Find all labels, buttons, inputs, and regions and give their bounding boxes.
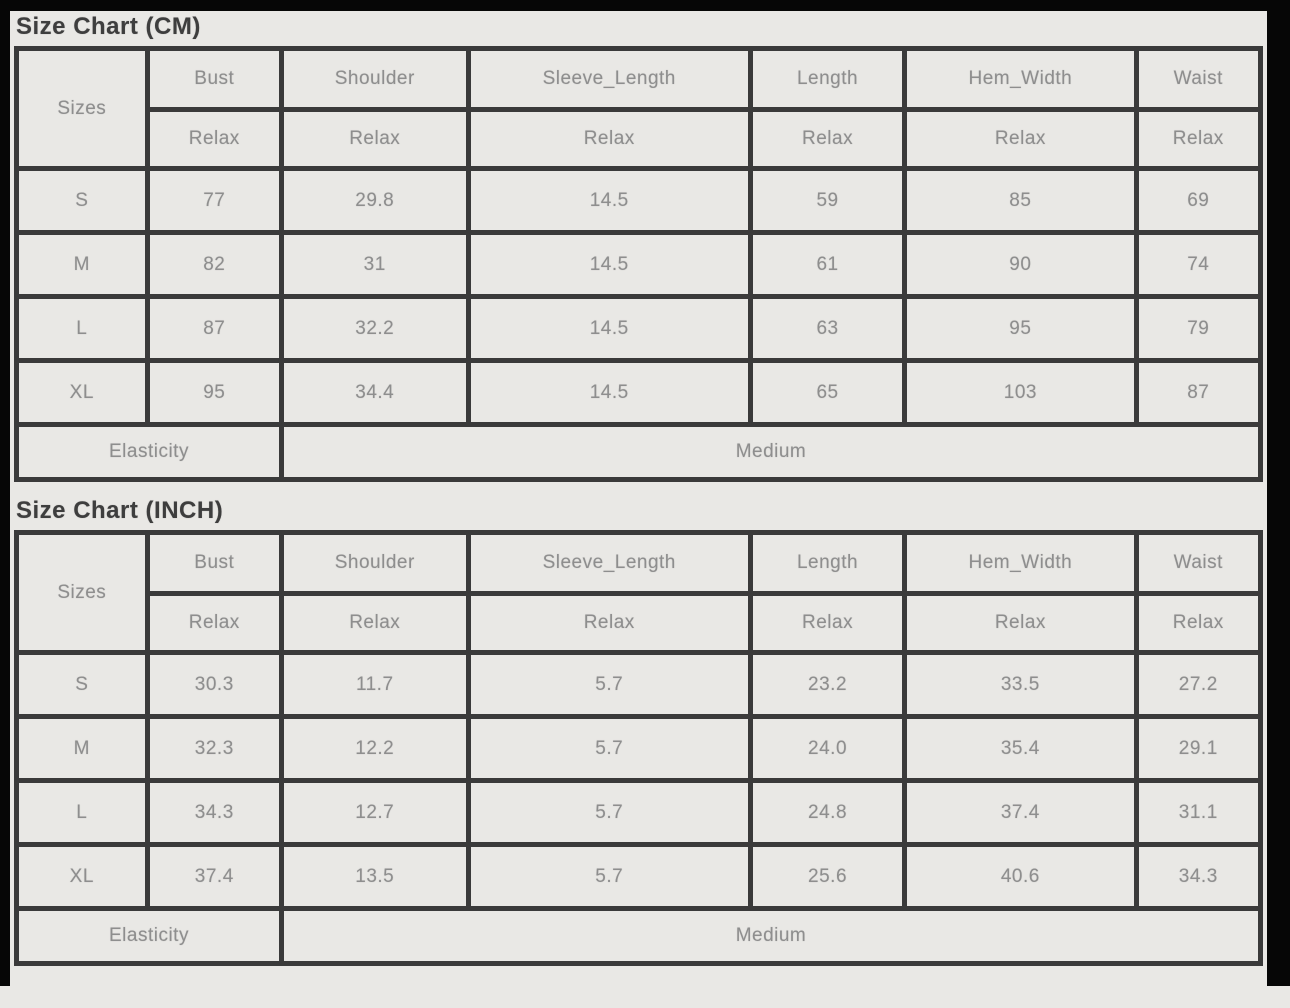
value-cell: 30.3 (147, 653, 281, 717)
value-cell: 79 (1136, 297, 1260, 361)
size-chart-cm-title: Size Chart (CM) (16, 13, 201, 40)
table-relax-row (17, 594, 1261, 653)
size-cell: XL (17, 361, 148, 425)
relax-cell: Relax (468, 110, 750, 169)
value-cell: 82 (147, 233, 281, 297)
sizes-header-cell: Sizes (17, 49, 148, 169)
table-row-l (17, 781, 1261, 845)
value-cell: 37.4 (905, 781, 1136, 845)
table-elasticity-row (17, 909, 1261, 964)
value-cell: 95 (905, 297, 1136, 361)
value-cell: 24.0 (750, 717, 904, 781)
elasticity-value-cell: Medium (281, 425, 1260, 480)
table-row-xl (17, 845, 1261, 909)
column-header-sleeve-length: Sleeve_Length (468, 49, 750, 110)
size-chart-cm-table (14, 46, 1263, 482)
size-cell: XL (17, 845, 148, 909)
relax-cell: Relax (281, 594, 468, 653)
relax-cell: Relax (1136, 594, 1260, 653)
table-row-s (17, 169, 1261, 233)
table-row-m (17, 717, 1261, 781)
value-cell: 77 (147, 169, 281, 233)
size-chart-inch-table (14, 530, 1263, 966)
elasticity-label-cell: Elasticity (17, 425, 282, 480)
value-cell: 14.5 (468, 233, 750, 297)
value-cell: 14.5 (468, 361, 750, 425)
value-cell: 14.5 (468, 297, 750, 361)
value-cell: 63 (750, 297, 904, 361)
value-cell: 11.7 (281, 653, 468, 717)
size-cell: L (17, 297, 148, 361)
table-row-xl (17, 361, 1261, 425)
value-cell: 5.7 (468, 845, 750, 909)
value-cell: 65 (750, 361, 904, 425)
value-cell: 5.7 (468, 653, 750, 717)
relax-cell: Relax (750, 110, 904, 169)
value-cell: 29.1 (1136, 717, 1260, 781)
value-cell: 31 (281, 233, 468, 297)
value-cell: 87 (1136, 361, 1260, 425)
value-cell: 34.4 (281, 361, 468, 425)
value-cell: 24.8 (750, 781, 904, 845)
column-header-bust: Bust (147, 49, 281, 110)
table-row-l (17, 297, 1261, 361)
column-header-length: Length (750, 49, 904, 110)
table-header-row (17, 49, 1261, 110)
elasticity-value-cell: Medium (281, 909, 1260, 964)
value-cell: 13.5 (281, 845, 468, 909)
value-cell: 32.2 (281, 297, 468, 361)
table-row-m (17, 233, 1261, 297)
value-cell: 12.7 (281, 781, 468, 845)
value-cell: 14.5 (468, 169, 750, 233)
value-cell: 34.3 (1136, 845, 1260, 909)
table-relax-row (17, 110, 1261, 169)
size-cell: S (17, 169, 148, 233)
column-header-hem-width: Hem_Width (905, 49, 1136, 110)
column-header-shoulder: Shoulder (281, 49, 468, 110)
letterbox-right (1267, 0, 1290, 986)
value-cell: 35.4 (905, 717, 1136, 781)
table-elasticity-row (17, 425, 1261, 480)
sizes-header-cell: Sizes (17, 533, 148, 653)
letterbox-top (0, 0, 1290, 11)
table-header-row (17, 533, 1261, 594)
value-cell: 31.1 (1136, 781, 1260, 845)
column-header-bust: Bust (147, 533, 281, 594)
relax-cell: Relax (468, 594, 750, 653)
relax-cell: Relax (147, 594, 281, 653)
elasticity-label-cell: Elasticity (17, 909, 282, 964)
size-chart-sheet (10, 11, 1267, 1008)
relax-cell: Relax (750, 594, 904, 653)
value-cell: 27.2 (1136, 653, 1260, 717)
value-cell: 69 (1136, 169, 1260, 233)
size-cell: M (17, 717, 148, 781)
column-header-shoulder: Shoulder (281, 533, 468, 594)
value-cell: 34.3 (147, 781, 281, 845)
size-cell: M (17, 233, 148, 297)
relax-cell: Relax (147, 110, 281, 169)
relax-cell: Relax (281, 110, 468, 169)
column-header-sleeve-length: Sleeve_Length (468, 533, 750, 594)
value-cell: 12.2 (281, 717, 468, 781)
value-cell: 59 (750, 169, 904, 233)
value-cell: 32.3 (147, 717, 281, 781)
value-cell: 5.7 (468, 781, 750, 845)
value-cell: 5.7 (468, 717, 750, 781)
relax-cell: Relax (1136, 110, 1260, 169)
value-cell: 90 (905, 233, 1136, 297)
column-header-length: Length (750, 533, 904, 594)
column-header-waist: Waist (1136, 533, 1260, 594)
column-header-hem-width: Hem_Width (905, 533, 1136, 594)
value-cell: 87 (147, 297, 281, 361)
column-header-waist: Waist (1136, 49, 1260, 110)
value-cell: 40.6 (905, 845, 1136, 909)
value-cell: 103 (905, 361, 1136, 425)
size-cell: S (17, 653, 148, 717)
size-chart-inch-title: Size Chart (INCH) (16, 497, 224, 524)
table-row-s (17, 653, 1261, 717)
value-cell: 25.6 (750, 845, 904, 909)
value-cell: 37.4 (147, 845, 281, 909)
value-cell: 23.2 (750, 653, 904, 717)
value-cell: 61 (750, 233, 904, 297)
letterbox-left (0, 0, 10, 986)
value-cell: 95 (147, 361, 281, 425)
value-cell: 33.5 (905, 653, 1136, 717)
size-cell: L (17, 781, 148, 845)
relax-cell: Relax (905, 594, 1136, 653)
value-cell: 74 (1136, 233, 1260, 297)
value-cell: 29.8 (281, 169, 468, 233)
relax-cell: Relax (905, 110, 1136, 169)
value-cell: 85 (905, 169, 1136, 233)
